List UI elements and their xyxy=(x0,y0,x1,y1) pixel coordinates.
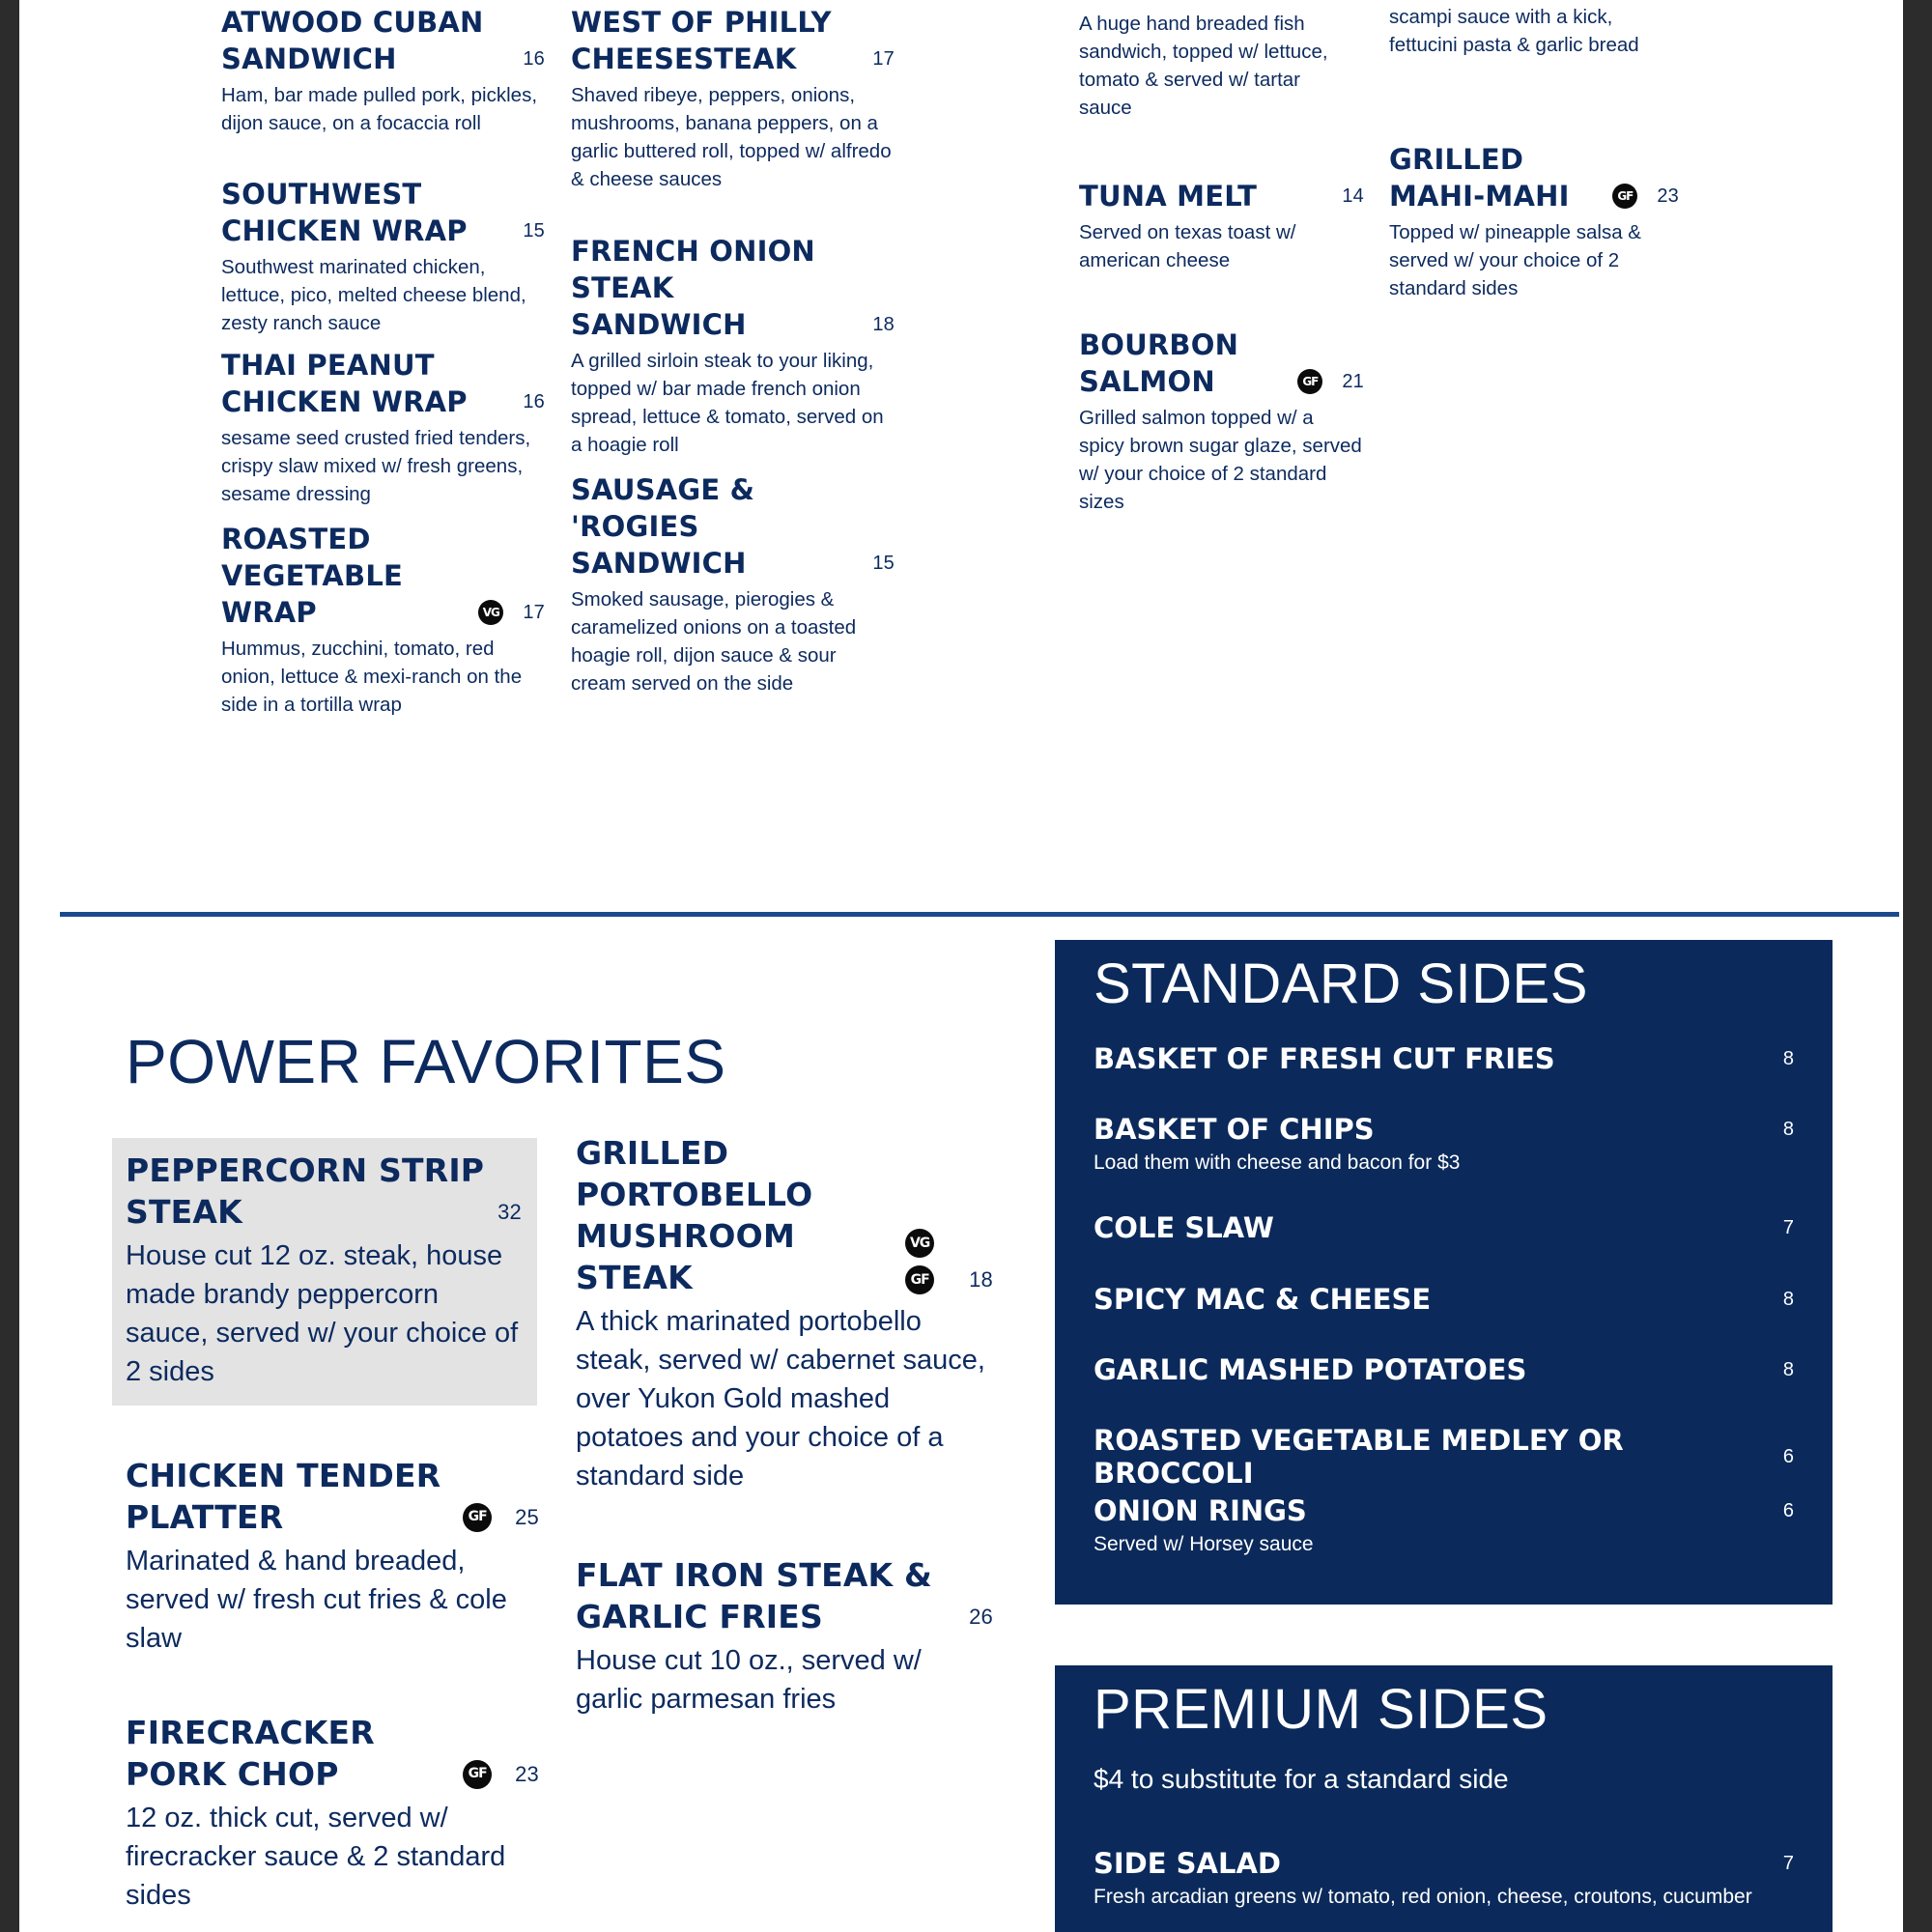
item-name-line: PEPPERCORN STRIP xyxy=(126,1151,485,1189)
item-name-line: FIRECRACKER xyxy=(126,1714,375,1751)
item-name xyxy=(1389,141,1679,214)
menu-item-west-of-philly xyxy=(571,4,895,193)
item-description: sesame seed crusted fried tenders, crispy slaw mixed w/ fresh greens, sesame dressing xyxy=(221,427,531,505)
item-description: Smoked sausage, pierogies & caramelized onions on a toasted hoagie roll, dijon sauce & sour cream served on the side xyxy=(571,588,857,695)
side-name: SPICY MAC & CHEESE xyxy=(1094,1283,1432,1316)
item-description: Shaved ribeye, peppers, onions, mushrooms, banana peppers, on a garlic buttered roll, topped w/ alfredo & cheese sauces xyxy=(571,84,892,190)
side-name: BASKET OF FRESH CUT FRIES xyxy=(1094,1042,1555,1075)
item-description: scampi sauce with a kick, fettucini pasta & garlic bread xyxy=(1389,6,1639,56)
item-price: 23 xyxy=(515,1762,539,1786)
item-name-line: VEGETABLE xyxy=(221,559,404,592)
item-name-line: SALMON xyxy=(1079,365,1215,398)
menu-item-thai-wrap xyxy=(221,347,545,508)
menu-item-grilled-mahi-mahi xyxy=(1389,141,1679,302)
side-note: Load them with cheese and bacon for $3 xyxy=(1094,1151,1461,1174)
item-name-line: BOURBON xyxy=(1079,328,1239,361)
side-item xyxy=(1094,1494,1794,1556)
item-price: 16 xyxy=(523,391,545,412)
side-price: 8 xyxy=(1782,1358,1794,1380)
item-name-line: FLAT IRON STEAK & xyxy=(576,1556,932,1594)
item-name-line: CHEESESTEAK xyxy=(571,43,797,75)
menu-item-southwest-wrap xyxy=(221,176,545,337)
premium-sides-subtitle: $4 to substitute for a standard side xyxy=(1094,1764,1509,1794)
section-title-power-favorites: POWER FAVORITES xyxy=(126,1027,726,1096)
item-name-line: STEAK xyxy=(576,1259,693,1296)
item-price: 16 xyxy=(523,48,545,70)
side-item xyxy=(1094,1353,1794,1386)
menu-item-bourbon-salmon xyxy=(1079,327,1364,516)
item-name-line: SAUSAGE & xyxy=(571,473,755,506)
item-name-line: THAI PEANUT xyxy=(221,349,435,382)
side-item xyxy=(1094,1113,1794,1175)
item-name xyxy=(221,4,545,77)
side-name: COLE SLAW xyxy=(1094,1211,1274,1244)
item-name-line: STEAK xyxy=(126,1193,242,1231)
menu-item-peppercorn-strip-steak xyxy=(112,1138,537,1406)
menu-item-shrimp-scampi xyxy=(1389,0,1679,59)
item-name-line: ROASTED xyxy=(221,523,371,555)
item-price: 18 xyxy=(969,1267,993,1292)
item-name xyxy=(221,176,545,249)
side-price: 8 xyxy=(1782,1118,1794,1140)
side-price: 7 xyxy=(1782,1216,1794,1238)
item-description: Topped w/ pineapple salsa & served w/ your choice of 2 standard sides xyxy=(1389,221,1641,299)
side-price: 6 xyxy=(1782,1445,1794,1467)
item-price: 26 xyxy=(969,1605,993,1629)
side-note: Fresh arcadian greens w/ tomato, red onion, cheese, croutons, cucumber xyxy=(1094,1886,1752,1908)
item-description: Hummus, zucchini, tomato, red onion, lettuce & mexi-ranch on the side in a tortilla wrap xyxy=(221,638,523,716)
section-title-premium-sides: PREMIUM SIDES xyxy=(1094,1678,1548,1741)
item-name-line: FRENCH ONION xyxy=(571,235,815,268)
side-item xyxy=(1094,1847,1794,1909)
item-name-line: MAHI-MAHI xyxy=(1389,180,1570,213)
item-description: Served on texas toast w/ american cheese xyxy=(1079,221,1296,271)
side-name: ROASTED VEGETABLE MEDLEY OR BROCCOLI xyxy=(1094,1424,1624,1490)
side-price: 7 xyxy=(1782,1852,1794,1874)
side-name: BASKET OF CHIPS xyxy=(1094,1113,1375,1146)
side-price: 6 xyxy=(1782,1499,1794,1521)
item-name-line: PLATTER xyxy=(126,1498,284,1536)
vegan-icon: VG xyxy=(905,1229,934,1258)
item-name xyxy=(576,1554,993,1637)
item-name-line: SOUTHWEST xyxy=(221,178,422,211)
menu-item-tuna-melt xyxy=(1079,178,1364,274)
item-name-line: ATWOOD CUBAN xyxy=(221,6,484,39)
menu-item-grilled-portobello-steak xyxy=(576,1132,993,1495)
side-name: ONION RINGS xyxy=(1094,1494,1307,1527)
item-name-line: MUSHROOM xyxy=(576,1217,795,1255)
menu-item-chicken-tender-platter xyxy=(126,1455,539,1658)
item-description: A grilled sirloin steak to your liking, topped w/ bar made french onion spread, lettuce & tomato, served on a hoagie roll xyxy=(571,350,884,456)
item-price: 23 xyxy=(1657,185,1679,207)
item-name-line: CHICKEN TENDER xyxy=(126,1457,441,1494)
gluten-free-icon: GF xyxy=(905,1265,934,1294)
item-name-line: TUNA MELT xyxy=(1079,180,1258,213)
item-name-line: WEST OF PHILLY xyxy=(571,6,832,39)
item-name-line: SANDWICH xyxy=(571,308,747,341)
menu-item-roasted-vegetable-wrap xyxy=(221,521,545,719)
item-name xyxy=(576,1132,993,1298)
item-name xyxy=(221,347,545,420)
side-item xyxy=(1094,1283,1794,1316)
item-name-line: WRAP xyxy=(221,596,317,629)
item-description: Ham, bar made pulled pork, pickles, dijon sauce, on a focaccia roll xyxy=(221,84,538,134)
item-name-line: GRILLED xyxy=(576,1134,729,1172)
menu-item-fish-sandwich xyxy=(1079,6,1350,122)
item-name xyxy=(571,4,895,77)
gluten-free-icon: GF xyxy=(463,1760,492,1789)
item-price: 25 xyxy=(515,1505,539,1529)
side-item xyxy=(1094,1424,1794,1490)
item-name xyxy=(221,521,545,631)
item-description: Grilled salmon topped w/ a spicy brown sugar glaze, served w/ your choice of 2 standard sizes xyxy=(1079,407,1362,513)
side-note: Served w/ Horsey sauce xyxy=(1094,1533,1314,1555)
item-name xyxy=(126,1455,539,1538)
premium-sides-box xyxy=(1055,1665,1833,1932)
menu-item-firecracker-pork-chop xyxy=(126,1712,539,1915)
item-description: Southwest marinated chicken, lettuce, pico, melted cheese blend, zesty ranch sauce xyxy=(221,256,526,334)
gluten-free-icon: GF xyxy=(1612,184,1637,209)
item-name-line: PORTOBELLO xyxy=(576,1176,813,1213)
gluten-free-icon: GF xyxy=(463,1503,492,1532)
item-price: 17 xyxy=(872,48,895,70)
menu-page xyxy=(19,0,1903,1932)
side-name: GARLIC MASHED POTATOES xyxy=(1094,1353,1527,1386)
item-price: 15 xyxy=(523,220,545,242)
side-item xyxy=(1094,1211,1794,1244)
side-name: SIDE SALAD xyxy=(1094,1847,1281,1880)
item-description: A huge hand breaded fish sandwich, topped w/ lettuce, tomato & served w/ tartar sauce xyxy=(1079,13,1328,119)
item-description: Marinated & hand breaded, served w/ fresh cut fries & cole slaw xyxy=(126,1546,507,1654)
item-name-line: GRILLED xyxy=(1389,143,1524,176)
item-name-line: GARLIC FRIES xyxy=(576,1598,823,1635)
item-description: A thick marinated portobello steak, served w/ cabernet sauce, over Yukon Gold mashed potatoes and your choice of a standard side xyxy=(576,1306,985,1492)
standard-sides-box xyxy=(1055,940,1833,1605)
item-description: House cut 10 oz., served w/ garlic parmesan fries xyxy=(576,1645,922,1715)
item-name-line: PORK CHOP xyxy=(126,1755,339,1793)
item-price: 21 xyxy=(1342,371,1364,392)
item-price: 17 xyxy=(523,602,545,623)
item-name-line: 'ROGIES xyxy=(571,510,699,543)
item-name xyxy=(1079,327,1364,400)
side-price: 8 xyxy=(1782,1047,1794,1069)
item-name-line: CHICKEN WRAP xyxy=(221,214,468,247)
section-title-standard-sides: STANDARD SIDES xyxy=(1094,952,1588,1015)
item-description: 12 oz. thick cut, served w/ firecracker sauce & 2 standard sides xyxy=(126,1803,506,1911)
item-name-line: SANDWICH xyxy=(221,43,397,75)
menu-item-atwood-cuban xyxy=(221,4,545,137)
item-name-line: STEAK xyxy=(571,271,674,304)
item-name xyxy=(1079,178,1364,214)
item-name-line: CHICKEN WRAP xyxy=(221,385,468,418)
menu-item-french-onion-steak xyxy=(571,233,895,459)
side-item xyxy=(1094,1042,1794,1075)
menu-item-flat-iron-steak xyxy=(576,1554,993,1719)
item-name xyxy=(571,471,895,582)
gluten-free-icon: GF xyxy=(1297,369,1322,394)
item-name-line: SANDWICH xyxy=(571,547,747,580)
item-description: House cut 12 oz. steak, house made brandy peppercorn sauce, served w/ your choice of 2 sides xyxy=(126,1240,519,1387)
menu-item-sausage-rogies xyxy=(571,471,895,697)
side-price: 8 xyxy=(1782,1288,1794,1310)
section-divider xyxy=(60,912,1899,917)
vegan-icon: VG xyxy=(478,600,503,625)
item-price: 14 xyxy=(1342,185,1364,207)
item-name xyxy=(126,1150,522,1233)
item-name xyxy=(126,1712,539,1795)
item-name xyxy=(571,233,895,343)
item-price: 15 xyxy=(872,553,895,574)
item-price: 32 xyxy=(497,1200,522,1224)
item-price: 18 xyxy=(872,314,895,335)
